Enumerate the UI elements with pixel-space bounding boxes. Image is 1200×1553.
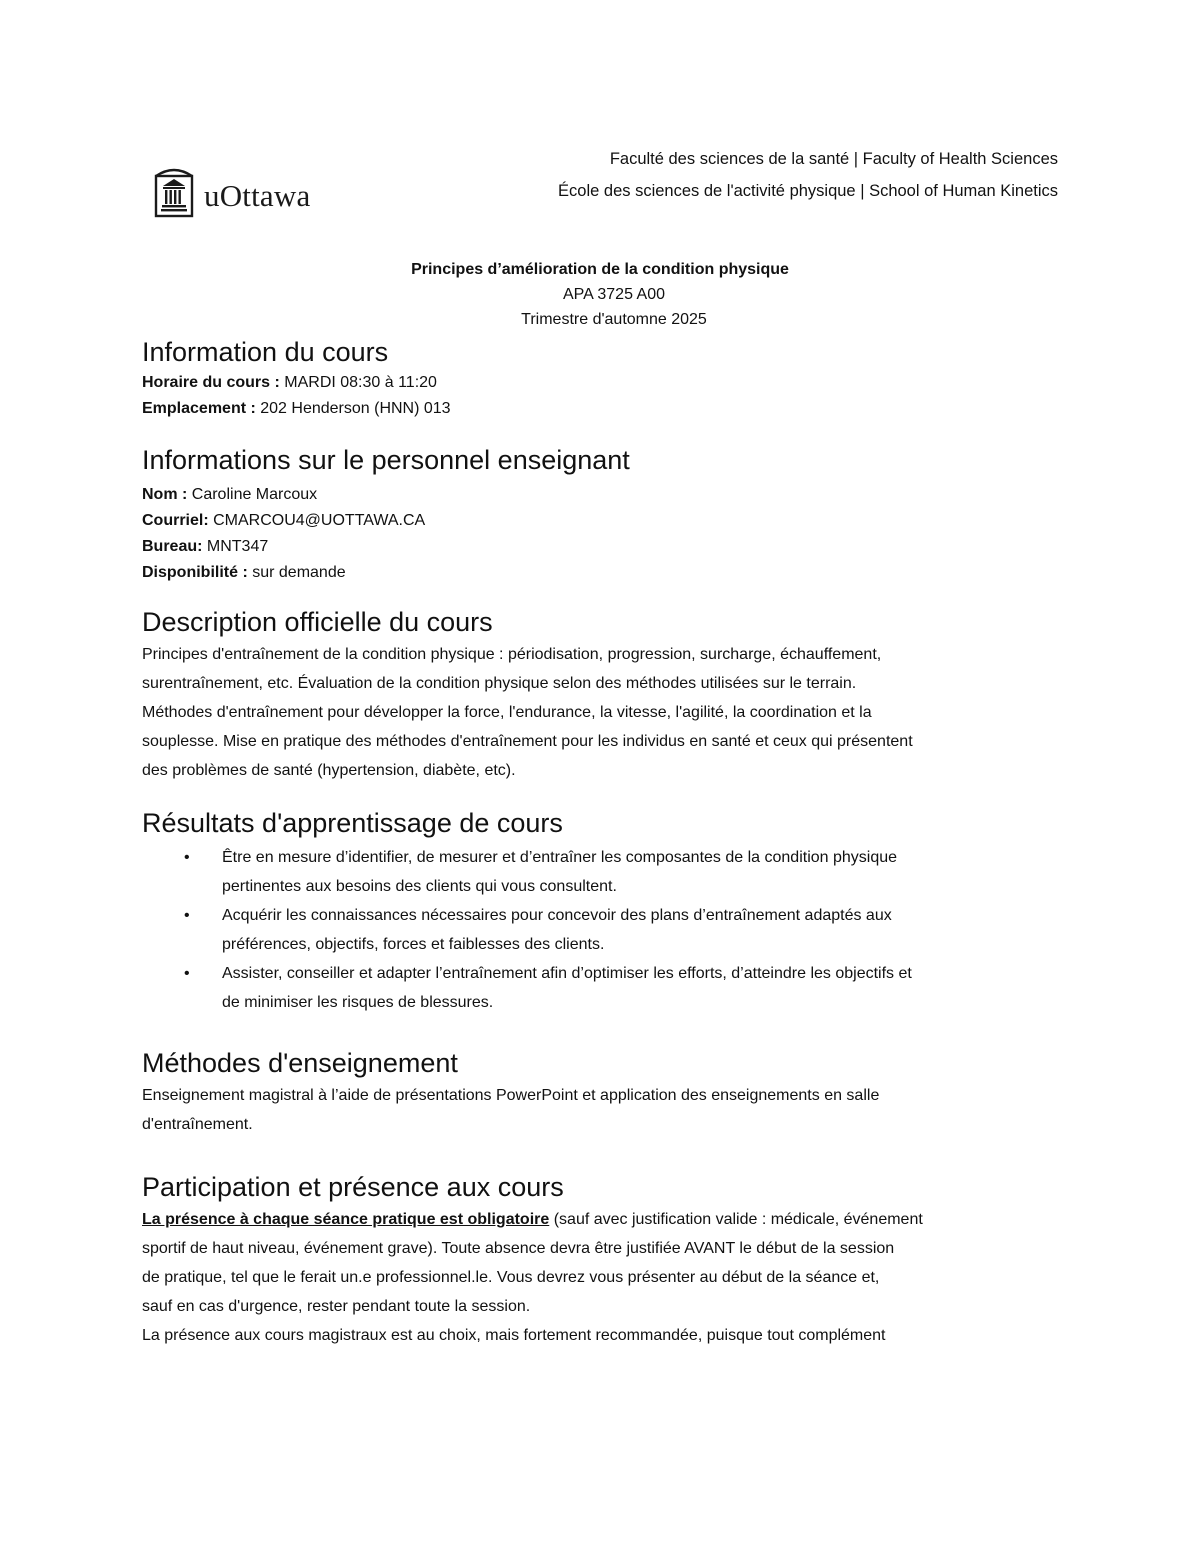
attendance-line: sauf en cas d'urgence, rester pendant toute la session. <box>142 1298 531 1315</box>
bullet-icon: • <box>184 849 190 866</box>
list-item <box>142 843 1062 901</box>
outcomes-list <box>142 843 1062 1017</box>
description-heading: Description officielle du cours <box>142 607 493 637</box>
faculty-header <box>558 143 1058 207</box>
uottawa-logo <box>154 166 310 218</box>
methods-line: d'entraînement. <box>142 1116 253 1133</box>
email-value: CMARCOU4@UOTTAWA.CA <box>208 512 426 529</box>
attendance-line: La présence aux cours magistraux est au choix, mais fortement recommandée, puisque tout complément <box>142 1327 886 1344</box>
schedule-line <box>142 370 1062 396</box>
name-label: Nom : <box>142 486 188 503</box>
list-item-text: Être en mesure d’identifier, de mesurer et d’entraîner les composantes de la condition physique <box>222 849 898 866</box>
methods-section <box>142 1045 1062 1139</box>
location-value: 202 Henderson (HNN) 013 <box>255 400 451 417</box>
list-item-text: Assister, conseiller et adapter l’entraînement afin d’optimiser les efforts, d’atteindre les objectifs et <box>222 965 912 982</box>
description-line: des problèmes de santé (hypertension, diabète, etc). <box>142 762 516 779</box>
name-line <box>142 482 1062 508</box>
school-line: École des sciences de l'activité physique | School of Human Kinetics <box>558 182 1058 200</box>
attendance-line-rest: (sauf avec justification valide : médicale, événement <box>549 1211 923 1228</box>
description-line: Principes d'entraînement de la condition physique : périodisation, progression, surcharge, échauffement, <box>142 646 882 663</box>
description-section <box>142 604 1062 785</box>
course-info-section <box>142 334 1062 422</box>
logo-wordmark: uOttawa <box>204 177 311 213</box>
attendance-heading: Participation et présence aux cours <box>142 1172 564 1202</box>
description-line: Méthodes d'entraînement pour développer la force, l'endurance, la vitesse, l'agilité, la coordination et la <box>142 704 872 721</box>
course-title: Principes d’amélioration de la condition physique <box>411 261 789 278</box>
description-line: surentraînement, etc. Évaluation de la condition physique selon des méthodes utilisées sur le terrain. <box>142 675 857 692</box>
course-title-block <box>0 257 1200 332</box>
methods-line: Enseignement magistral à l’aide de présentations PowerPoint et application des enseignements en salle <box>142 1087 880 1104</box>
office-line <box>142 534 1062 560</box>
location-label: Emplacement : <box>142 400 256 417</box>
office-label: Bureau: <box>142 538 203 555</box>
email-label: Courriel: <box>142 512 209 529</box>
staff-info-heading: Informations sur le personnel enseignant <box>142 445 630 475</box>
outcomes-section <box>142 805 1062 1017</box>
course-code: APA 3725 A00 <box>562 286 665 303</box>
attendance-line: de pratique, tel que le ferait un.e professionnel.le. Vous devrez vous présenter au début de la séance et, <box>142 1269 880 1286</box>
attendance-line <box>142 1205 1062 1234</box>
list-item <box>142 901 1062 959</box>
course-term: Trimestre d'automne 2025 <box>521 311 707 328</box>
outcomes-heading: Résultats d'apprentissage de cours <box>142 808 563 838</box>
bullet-icon: • <box>184 965 190 982</box>
description-line: souplesse. Mise en pratique des méthodes d'entraînement pour les individus en santé et ceux qui présentent <box>142 733 913 750</box>
availability-line <box>142 560 1062 586</box>
university-building-icon <box>154 166 194 218</box>
list-item-text: pertinentes aux besoins des clients qui vous consultent. <box>222 878 617 895</box>
list-item-text: Acquérir les connaissances nécessaires pour concevoir des plans d’entraînement adaptés aux <box>222 907 892 924</box>
list-item <box>142 959 1062 1017</box>
course-info-heading: Information du cours <box>142 337 389 367</box>
attendance-section <box>142 1169 1062 1350</box>
schedule-label: Horaire du cours : <box>142 374 280 391</box>
list-item-text: préférences, objectifs, forces et faiblesses des clients. <box>222 936 605 953</box>
email-line <box>142 508 1062 534</box>
staff-info-section <box>142 442 1062 586</box>
location-line <box>142 396 1062 422</box>
schedule-value: MARDI 08:30 à 11:20 <box>279 374 437 391</box>
availability-label: Disponibilité : <box>142 564 248 581</box>
office-value: MNT347 <box>202 538 269 555</box>
attendance-emphasis: La présence à chaque séance pratique est obligatoire <box>142 1211 550 1228</box>
attendance-line: sportif de haut niveau, événement grave). Toute absence devra être justifiée AVANT le début de la session <box>142 1240 895 1257</box>
bullet-icon: • <box>184 907 190 924</box>
document-body <box>142 334 1062 1350</box>
methods-heading: Méthodes d'enseignement <box>142 1048 458 1078</box>
list-item-text: de minimiser les risques de blessures. <box>222 994 494 1011</box>
faculty-line: Faculté des sciences de la santé | Faculty of Health Sciences <box>609 150 1058 168</box>
name-value: Caroline Marcoux <box>187 486 318 503</box>
availability-value: sur demande <box>247 564 346 581</box>
